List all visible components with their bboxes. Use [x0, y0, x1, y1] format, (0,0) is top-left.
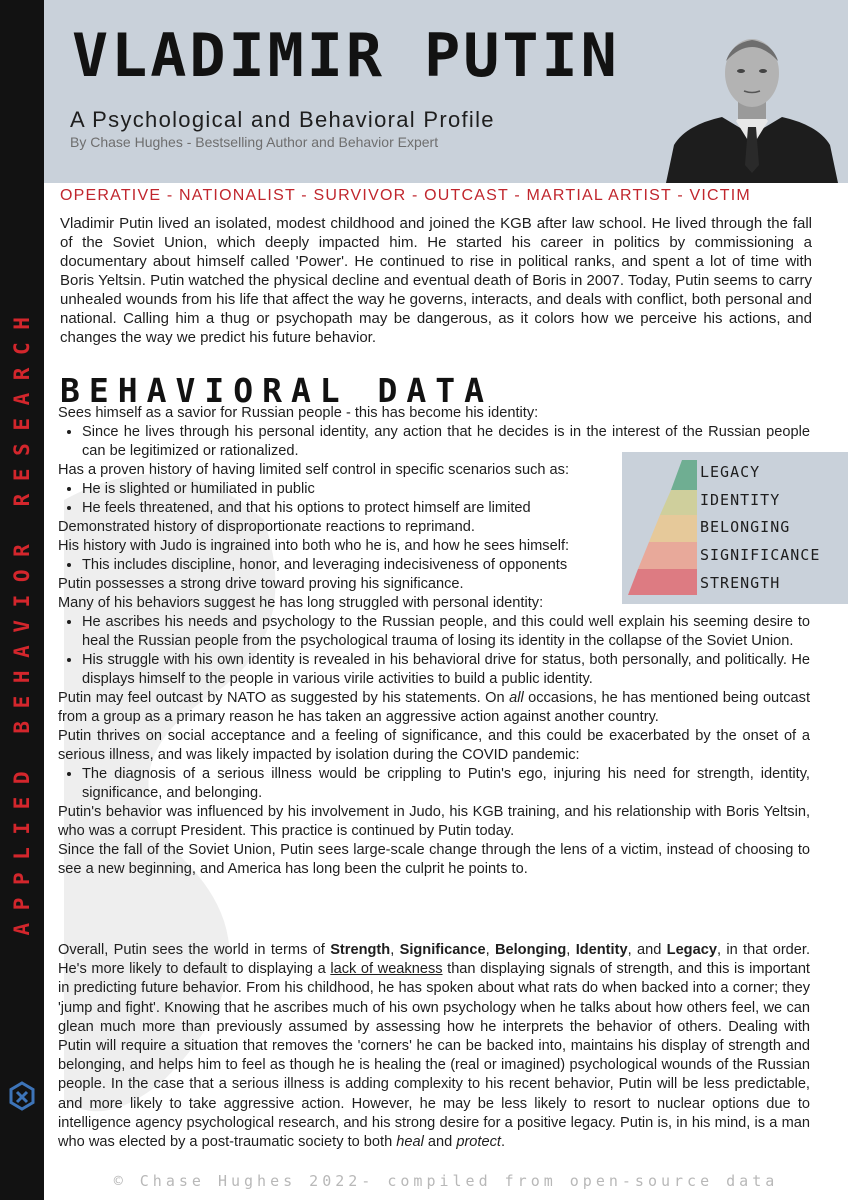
pyramid-label-legacy: LEGACY: [700, 463, 761, 481]
list-item: Putin's behavior was influenced by his involvement in Judo, his KGB training, and his relationship with Boris Yeltsin, who was a corrupt President. This practice is continued by Putin today.: [58, 804, 810, 839]
list-item: • This includes discipline, honor, and leveraging indecisiveness of opponents: [82, 556, 620, 575]
text-run: , and: [627, 942, 667, 958]
keyword-significance: Significance: [399, 942, 486, 958]
text-run: Overall, Putin sees the world in terms of: [58, 942, 331, 958]
brand-logo-icon: [8, 1080, 36, 1116]
intro-paragraph: Vladimir Putin lived an isolated, modest childhood and joined the KGB after law school. He lived through the fall of the Soviet Union, which deeply impacted him. He started his career in politics by commissioning a documentary about himself called 'Power'. He continued to rise in political ranks, and spent a lot of time with Boris Yeltsin. Putin watched the physical decline and eventual death of Boris in 2007. Today, Putin seems to carry unhealed wounds from his life that affect the way he governs, interacts, and deals with conflict, both personal and national. Calling him a thug or psychopath may be dangerous, as it colors how we perceive his actions, and changes the way we predict his future behavior.: [60, 215, 812, 346]
pyramid-level-legacy: [671, 460, 697, 490]
text-run: ,: [390, 942, 400, 958]
section-heading: BEHAVIORAL DATA: [60, 371, 494, 410]
text-run: ,: [566, 942, 576, 958]
list-item: • He ascribes his needs and psychology to the Russian people, and this could well explain his seeming desire to heal the Russian people from the psychological trauma of losing its identity in the collapse of the Soviet Union.: [82, 613, 810, 651]
pyramid-level-significance: [638, 542, 697, 569]
text-run: Putin may feel outcast by NATO as suggested by his statements. On: [58, 690, 510, 706]
page-title: VLADIMIR PUTIN: [72, 21, 620, 91]
list-item: • He feels threatened, and that his options to protect himself are limited: [82, 499, 620, 518]
list-item: His history with Judo is ingrained into both who he is, and how he sees himself:: [58, 538, 570, 554]
text-run: than displaying signals of strength, and this is important in predicting future behavior. From his childhood, he has spoken about what rats do when backed into a corner; they 'jump and fight'. Knowing that he ascribes much of his own psychology when he talks about how others feel, we can glean much more than previously assumed by assessing how he interprets the behavior of others. Dealing with Putin will require a situation that removes the 'corners' he can be backed into, maintains his display of strength and belonging, and helps him to feel as though he is healing the (real or imagined) psychological wounds of the Russian people. In the case that a serious illness is adding complexity to his recent behavior, Putin will be less predictable, and more likely to take aggressive action. However, he may be less likely to resort to nuclear options due to intelligence agency psychological research, and his strong desire for a positive legacy. Putin is, in his mind, is a man who was elected by a post-traumatic society to both: [58, 961, 810, 1151]
list-item: [58, 689, 810, 727]
list-item: Has a proven history of having limited self control in specific scenarios such as:: [58, 462, 570, 478]
list-item: Putin possesses a strong drive toward proving his significance.: [58, 576, 464, 592]
header-banner: [44, 0, 848, 183]
list-item: • He is slighted or humiliated in public: [82, 480, 620, 499]
list-item: Putin thrives on social acceptance and a feeling of significance, and this could be exacerbated by the onset of a serious illness, and was likely impacted by isolation during the COVID pandemic:: [58, 728, 810, 763]
list-item: • The diagnosis of a serious illness would be crippling to Putin's ego, injuring his need for strength, identity, significance, and belonging.: [82, 765, 810, 803]
portrait-image: [666, 25, 838, 183]
list-item: • Since he lives through his personal identity, any action that he decides is in the interest of the Russian people can be legitimized or rationalized.: [82, 423, 810, 461]
keyword-identity: Identity: [575, 942, 628, 958]
underlined-phrase: lack of weakness: [330, 961, 443, 978]
page-subtitle: A Psychological and Behavioral Profile: [70, 107, 495, 132]
tagline: OPERATIVE - NATIONALIST - SURVIVOR - OUTCAST - MARTIAL ARTIST - VICTIM: [60, 187, 751, 204]
list-item: Many of his behaviors suggest he has long struggled with personal identity:: [58, 595, 544, 611]
pyramid-level-identity: [660, 490, 697, 515]
pyramid-label-strength: STRENGTH: [700, 574, 781, 592]
emphasis-text: all: [509, 690, 524, 706]
sidebar: [0, 0, 44, 1200]
keyword-belonging: Belonging: [494, 942, 567, 958]
emphasis-protect: protect: [456, 1134, 501, 1151]
emphasis-heal: heal: [396, 1134, 424, 1151]
text-run: , in that order. He's more likely to default to displaying a: [58, 942, 811, 978]
sidebar-brand-text: APPLIED BEHAVIOR RESEARCH: [10, 304, 34, 936]
text-run: occasions, he has mentioned being outcast from a group as a primary reason he has taken an aggressive action against another country.: [58, 690, 810, 725]
list-item: Sees himself as a savior for Russian people - this has become his identity:: [58, 405, 539, 421]
pyramid-level-strength: [628, 569, 697, 595]
keyword-strength: Strength: [330, 942, 391, 958]
keyword-legacy: Legacy: [666, 942, 717, 958]
pyramid-label-belonging: BELONGING: [700, 518, 791, 536]
list-item: Since the fall of the Soviet Union, Putin sees large-scale change through the lens of a victim, instead of choosing to see a new beginning, and America has long been the culprit he points to.: [58, 842, 810, 877]
needs-pyramid: [622, 452, 848, 604]
pyramid-level-belonging: [649, 515, 697, 542]
text-run: and: [423, 1134, 457, 1151]
conclusion-paragraph: [58, 941, 810, 1152]
list-item: Demonstrated history of disproportionate reactions to reprimand.: [58, 519, 475, 535]
text-run: .: [500, 1134, 506, 1151]
author-byline: By Chase Hughes - Bestselling Author and Behavior Expert: [70, 134, 439, 150]
footer-copyright: © Chase Hughes 2022- compiled from open-source data: [113, 1172, 779, 1190]
text-run: ,: [485, 942, 495, 958]
pyramid-label-identity: IDENTITY: [700, 491, 781, 509]
list-item: • His struggle with his own identity is revealed in his behavioral drive for status, both personally, and politically. He displays himself to the people in various virile activities to build a public identity.: [82, 651, 810, 689]
pyramid-label-significance: SIGNIFICANCE: [700, 546, 821, 564]
